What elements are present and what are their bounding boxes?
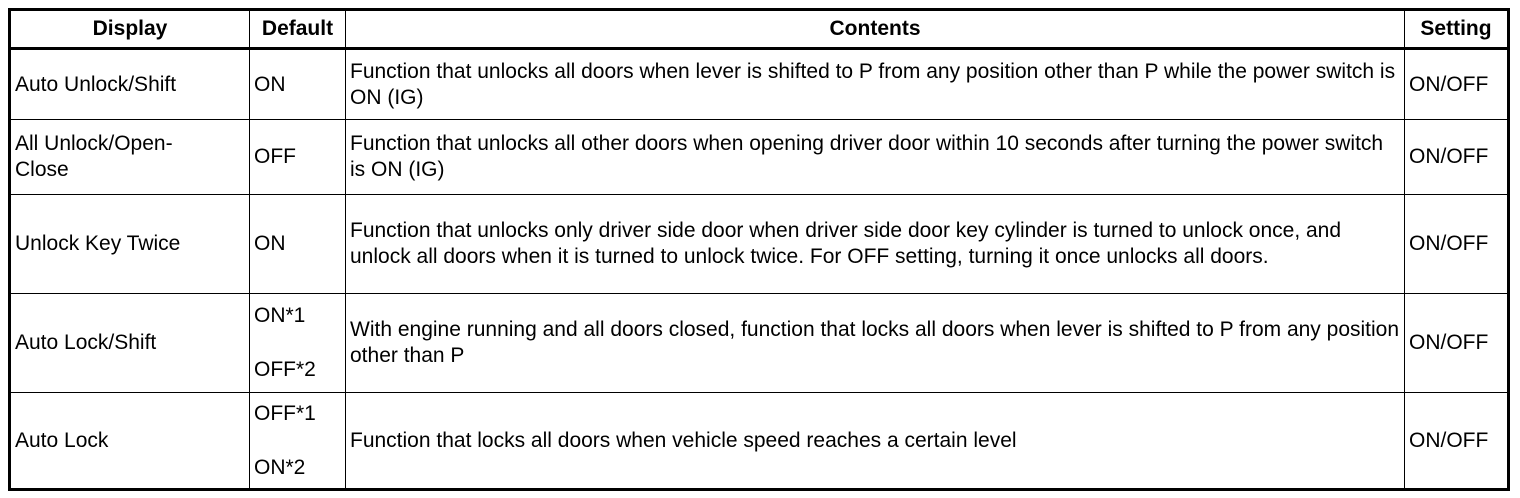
default-cell: ON bbox=[250, 195, 346, 294]
header-default: Default bbox=[250, 10, 346, 49]
table-row bbox=[10, 393, 1509, 490]
setting-cell: ON/OFF bbox=[1405, 120, 1509, 195]
table-row bbox=[10, 49, 1509, 120]
default-cell: ON bbox=[250, 49, 346, 120]
contents-cell: Function that locks all doors when vehicle speed reaches a certain level bbox=[346, 393, 1405, 490]
default-values bbox=[254, 401, 341, 481]
setting-cell: ON/OFF bbox=[1405, 393, 1509, 490]
settings-table bbox=[8, 8, 1510, 491]
header-row bbox=[10, 10, 1509, 49]
table-row bbox=[10, 120, 1509, 195]
contents-cell: Function that unlocks only driver side door when driver side door key cylinder is turned to unlock once, and unlock all doors when it is turned to unlock twice. For OFF setting, turning it once unlocks all doors. bbox=[346, 195, 1405, 294]
default-value-1: ON*1 bbox=[254, 304, 306, 327]
display-cell: Auto Unlock/Shift bbox=[10, 49, 250, 120]
contents-cell: Function that unlocks all doors when lever is shifted to P from any position other than P while the power switch is ON (IG) bbox=[346, 49, 1405, 120]
default-cell bbox=[250, 393, 346, 490]
display-cell: All Unlock/Open-Close bbox=[10, 120, 250, 195]
table-row bbox=[10, 195, 1509, 294]
header-contents: Contents bbox=[346, 10, 1405, 49]
default-cell bbox=[250, 294, 346, 393]
default-value-1: OFF*1 bbox=[254, 401, 316, 425]
default-value-2: ON*2 bbox=[254, 455, 306, 479]
display-cell: Unlock Key Twice bbox=[10, 195, 250, 294]
table-row bbox=[10, 294, 1509, 393]
contents-cell: With engine running and all doors closed, function that locks all doors when lever is shifted to P from any position other than P bbox=[346, 294, 1405, 393]
setting-cell: ON/OFF bbox=[1405, 294, 1509, 393]
header-display: Display bbox=[10, 10, 250, 49]
default-value-2: OFF*2 bbox=[254, 358, 316, 382]
setting-cell: ON/OFF bbox=[1405, 195, 1509, 294]
default-values bbox=[254, 303, 341, 383]
default-cell: OFF bbox=[250, 120, 346, 195]
contents-cell: Function that unlocks all other doors when opening driver door within 10 seconds after turning the power switch is ON (IG) bbox=[346, 120, 1405, 195]
header-setting: Setting bbox=[1405, 10, 1509, 49]
display-cell: Auto Lock/Shift bbox=[10, 294, 250, 393]
display-cell: Auto Lock bbox=[10, 393, 250, 490]
setting-cell: ON/OFF bbox=[1405, 49, 1509, 120]
